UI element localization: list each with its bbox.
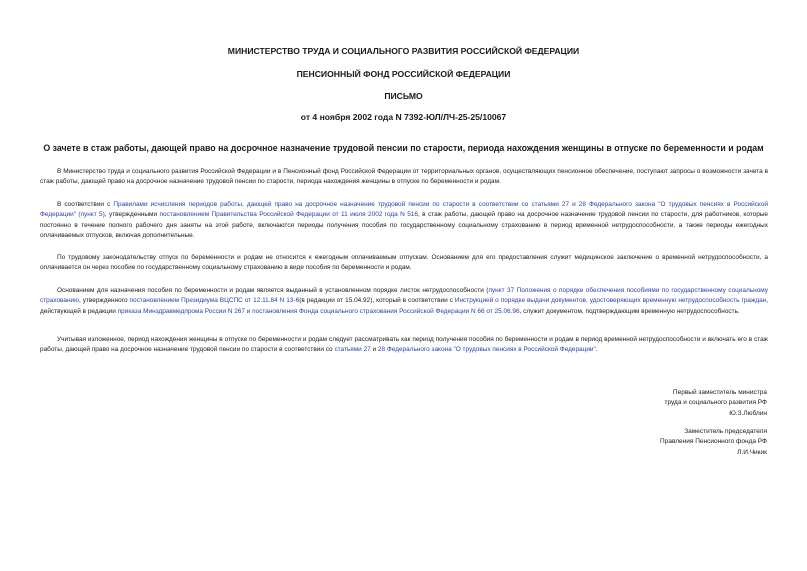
document-title: О зачете в стаж работы, дающей право на досрочное назначение трудовой пенсии по старости, периода нахождения женщины в отпуске по беременности и родам (43, 143, 764, 153)
paragraph-4-text-3: (в редакции от 15.04.92), который в соответствии с (299, 297, 455, 305)
signature-1-position: Первый заместитель министра (672, 389, 767, 396)
link-article-27[interactable]: статьями 27 (334, 346, 371, 354)
signature-2-name: Л.И.Чикик (737, 448, 767, 456)
link-order-267[interactable]: приказа Минздравмедпрома России N 267 и постановления Фонда социального страхования Российской Федерации N 66 от 25.06.96 (117, 307, 520, 315)
ministry-heading: МИНИСТЕРСТВО ТРУДА И СОЦИАЛЬНОГО РАЗВИТИЯ РОССИЙСКОЙ ФЕДЕРАЦИИ (227, 46, 580, 56)
paragraph-2 (40, 200, 768, 242)
fund-heading: ПЕНСИОННЫЙ ФОНД РОССИЙСКОЙ ФЕДЕРАЦИИ (296, 69, 511, 79)
date-number-heading: от 4 ноября 2002 года N 7392-ЮЛ/ЛЧ-25-25/10067 (300, 112, 507, 122)
paragraph-4-text-1: Основанием для назначения пособия по беременности и родам является выданный в установленном порядке листок нетрудоспособности ( (57, 287, 489, 294)
link-instruction-documents[interactable]: Инструкцией о порядке выдачи документов, удостоверяющих временную нетрудоспособность граждан (454, 297, 767, 305)
paragraph-1-text: В Министерство труда и социального развития Российской Федерации и в Пенсионный фонд Российской Федерации от территориальных органов, осуществляющих пенсионное обеспечение, поступают запросы о возможности зачета в стаж работы, дающей право на досрочное назначение трудовой пенсии по старости, периода нахождения женщины в отпуске по беременности и родам. (40, 168, 768, 186)
link-rules-point-5[interactable]: (пункт 5) (76, 211, 105, 219)
paragraph-5-text-2: и (370, 346, 378, 354)
doc-type-heading: ПИСЬМО (384, 91, 423, 101)
paragraph-1 (40, 167, 768, 188)
paragraph-2-text-3: , в стаж работы, дающей право на досрочное назначение трудовой пенсии по старости, для работников, которые постоянно в течение полного рабочего дня заняты на этой работе, включаются периоды получения пособия по государственному социальному страхованию в период временной нетрудоспособности, а также периоды ежегодных оплачиваемых отпусков, включая дополнительные. (40, 211, 769, 240)
paragraph-5-text-1: Учитывая изложенное, период нахождения женщины в отпуске по беременности и родам следует рассматривать как период получения пособия по беременности и родам в период временной нетрудоспособности и включать его в стаж работы, дающей право на досрочное назначение трудовой пенсии по старости в соответствии со (40, 336, 768, 354)
paragraph-3-text: По трудовому законодательству отпуск по беременности и родам не относится к ежегодным оплачиваемым отпускам. Основанием для его предоставления служит медицинское заключение о временной нетрудоспособности, а оплачивается он через пособие по государственному социальному страхованию в виде пособия по беременности и родам. (40, 254, 768, 272)
link-article-28-law[interactable]: 28 Федерального закона "О трудовых пенсиях в Российской Федерации" (377, 346, 596, 354)
paragraph-5 (40, 335, 768, 356)
paragraph-2-text-2: , утвержденными (104, 211, 160, 219)
paragraph-4-text-4: , действующей в редакции (40, 297, 769, 315)
link-government-decree-516[interactable]: постановлением Правительства Российской Федерации от 11 июля 2002 года N 516 (159, 211, 418, 219)
paragraph-4-text-2: , утвержденного (78, 297, 130, 305)
paragraph-2-text-1: В соответствии с (57, 201, 114, 208)
signature-2-organization: Правления Пенсионного фонда РФ (660, 438, 767, 446)
link-regulation-point-37[interactable]: пункт 37 Положения о порядке обеспечения пособиями по государственному социальному страхованию (40, 287, 768, 305)
paragraph-4-text-5: , служит документом, подтверждающим временную нетрудоспособность. (519, 307, 740, 315)
signature-1-organization: труда и социального развития РФ (664, 399, 767, 407)
signature-1-name: Ю.З.Люблин (729, 409, 767, 417)
link-vtssps-decree[interactable]: постановлением Президиума ВЦСПС от 12.11.84 N 13-6 (129, 297, 300, 305)
paragraph-4 (40, 286, 768, 317)
signature-block-1 (507, 388, 767, 419)
paragraph-5-text-3: . (595, 346, 598, 354)
link-rules-periods[interactable]: Правилами исчисления периодов работы, дающей право на досрочное назначение трудовой пенсии по старости в соответствии со статьями 27 и 28 Федерального закона "О трудовых пенсиях в Российской Федерации" (40, 201, 768, 219)
signature-block-2 (507, 427, 767, 458)
paragraph-3 (40, 253, 768, 274)
signature-2-position: Заместитель председателя (684, 428, 767, 435)
